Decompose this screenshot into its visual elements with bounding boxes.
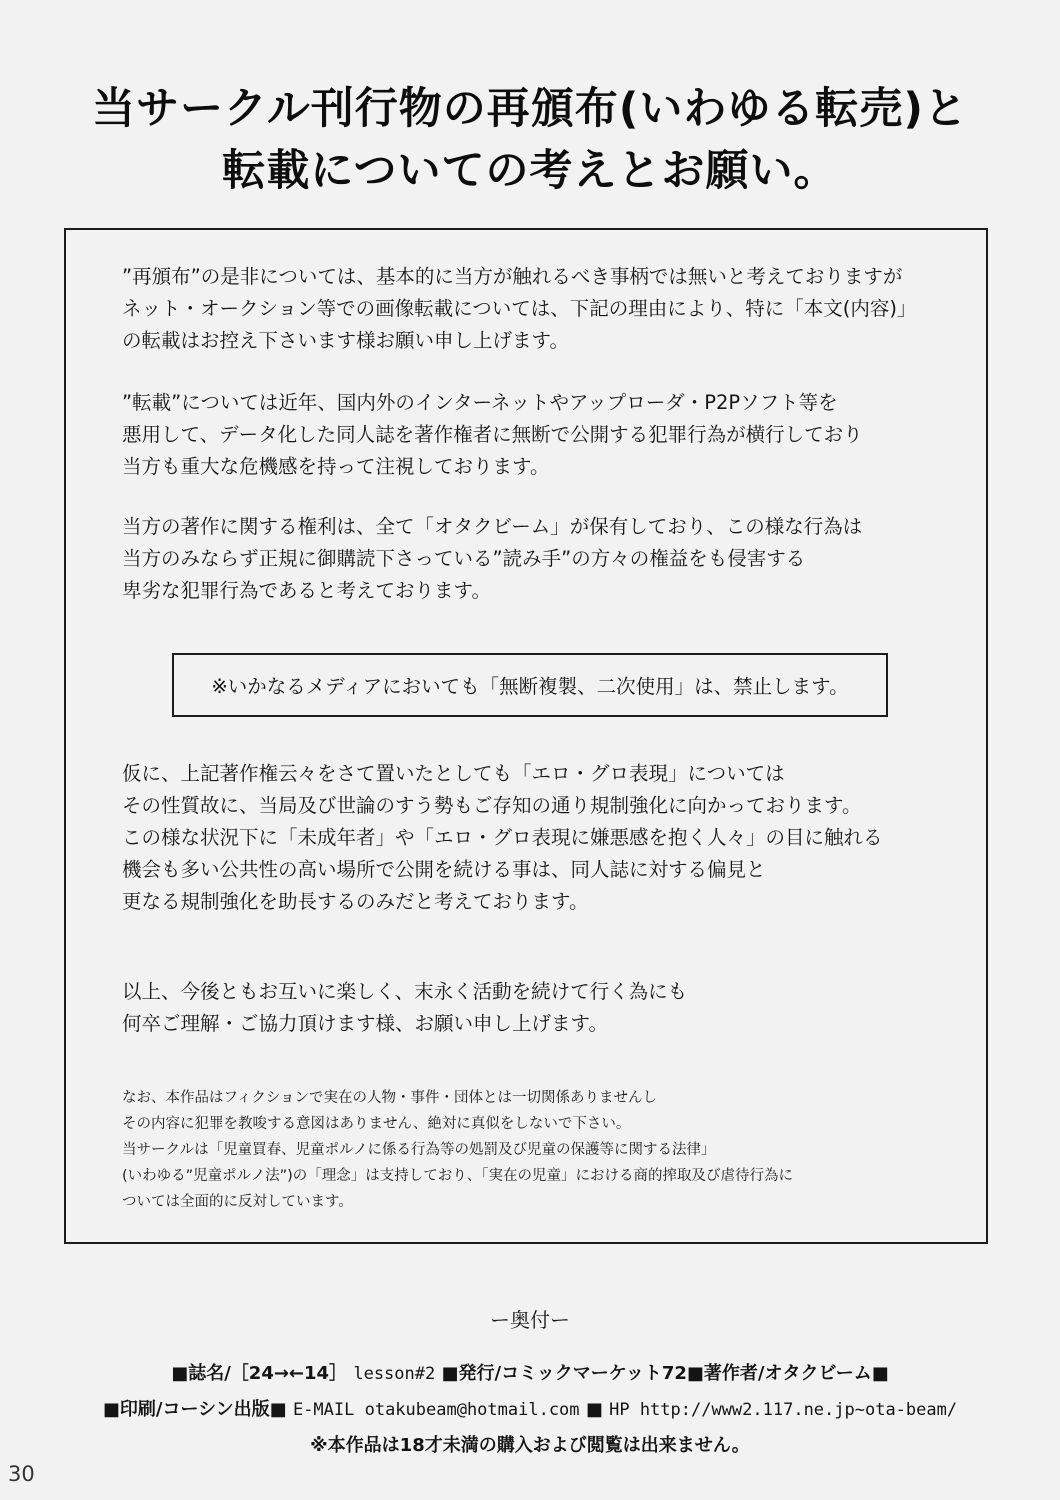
colophon-printer: ■印刷/コーシン出版■ [102,1399,287,1420]
paragraph-rights [122,511,862,607]
disclaimer-line: (いわゆる”児童ポルノ法”)の「理念」は支持しており、「実在の児童」における商的搾取及び虐待行為に [122,1168,794,1184]
page-title-line-2: 転載についての考えとお願い。 [222,146,838,196]
paragraph-line: 仮に、上記著作権云々をさて置いたとしても「エロ・グロ表現」については [122,762,785,785]
colophon-heading: ー奥付ー [490,1308,570,1332]
colophon-title-publisher: ■誌名/［24→←14］ [171,1363,348,1384]
paragraph-line: この様な状況下に「未成年者」や「エロ・グロ表現に嫌悪感を抱く人々」の目に触れる [122,826,883,849]
homepage-link[interactable]: HP http://www2.117.ne.jp~ota-beam/ [609,1400,958,1420]
disclaimer-line: その内容に犯罪を教唆する意図はありません、絶対に真似をしないで下さい。 [122,1116,631,1132]
paragraph-line: 当方のみならず正規に御購読下さっている”読み手”の方々の権益をも侵害する [122,547,806,570]
paragraph-line: の転載はお控え下さいます様お願い申し上げます。 [122,329,569,352]
colophon-lesson: lesson#2 [353,1364,436,1384]
prohibition-notice [172,653,888,717]
paragraph-line: 何卒ご理解・ご協力頂けます様、お願い申し上げます。 [122,1012,608,1035]
page-title-line-1: 当サークル刊行物の再頒布(いわゆる転売)と [91,84,968,134]
paragraph-regulation [122,758,883,918]
paragraph-line: 卑劣な犯罪行為であると考えております。 [122,579,491,602]
paragraph-line: 機会も多い公共性の高い場所で公開を続ける事は、同人誌に対する偏見と [122,858,766,881]
email-link[interactable]: E-MAIL otakubeam@hotmail.com [292,1400,580,1420]
paragraph-line: ネット・オークション等での画像転載については、下記の理由により、特に「本文(内容)」 [122,297,917,320]
colophon-separator: ■ [585,1399,603,1420]
colophon-line-3: ※本作品は18才未満の購入および閲覧は出来ません。 [310,1435,750,1456]
colophon-line-1 [0,1356,1060,1392]
paragraph-reposting [122,387,863,483]
paragraph-line: 悪用して、データ化した同人誌を著作権者に無断で公開する犯罪行為が横行しており [122,423,863,446]
page-title [0,78,1060,202]
paragraph-line: ”転載”については近年、国内外のインターネットやアップローダ・P2Pソフト等を [122,391,838,414]
disclaimer-line: なお、本作品はフィクションで実在の人物・事件・団体とは一切関係ありませんし [122,1090,658,1106]
paragraph-closing [122,976,687,1040]
paragraph-line: 以上、今後ともお互いに楽しく、末永く活動を続けて行く為にも [122,980,688,1003]
paragraph-line: 当方も重大な危機感を持って注視しております。 [122,455,550,478]
disclaimer-line: ついては全面的に反対しています。 [122,1194,353,1210]
prohibition-notice-text: ※いかなるメディアにおいても「無断複製、二次使用」は、禁止します。 [211,675,849,698]
colophon-line-2 [0,1392,1060,1428]
paragraph-line: 更なる規制強化を助長するのみだと考えております。 [122,890,589,913]
paragraph-line: ”再頒布”の是非については、基本的に当方が触れるべき事柄では無いと考えておりますが [122,265,903,288]
disclaimer-line: 当サークルは「児童買春、児童ポルノに係る行為等の処罰及び児童の保護等に関する法律」 [122,1142,716,1158]
paragraph-redistribution [122,261,916,357]
page-number: 30 [8,1462,35,1486]
paragraph-line: 当方の著作に関する権利は、全て「オタクビーム」が保有しており、この様な行為は [122,515,863,538]
colophon [0,1356,1060,1463]
fiction-disclaimer [122,1085,793,1215]
colophon-publication: ■発行/コミックマーケット72■著作者/オタクビーム■ [441,1363,889,1384]
paragraph-line: その性質故に、当局及び世論のすう勢もご存知の通り規制強化に向かっております。 [122,794,862,817]
